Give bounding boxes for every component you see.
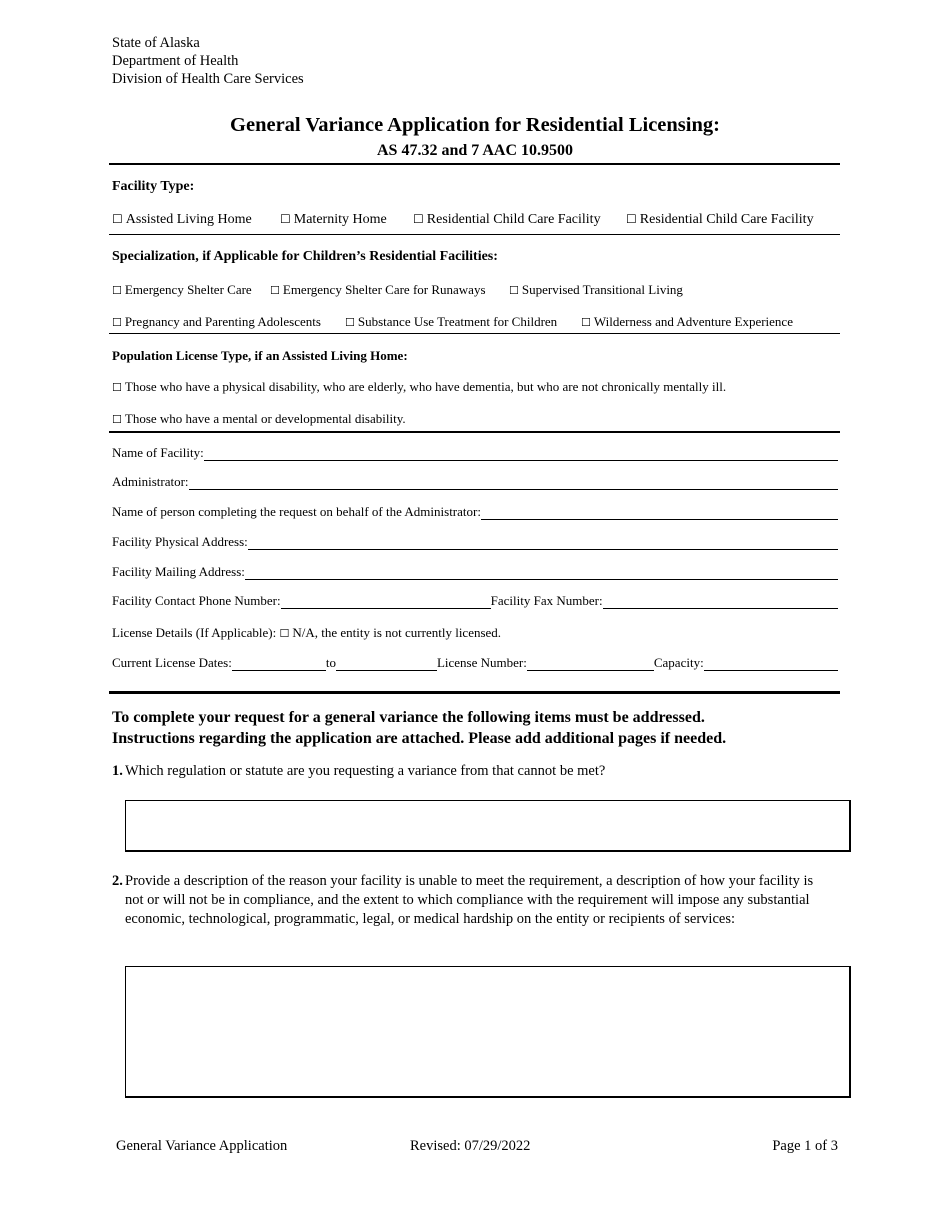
divider — [109, 431, 840, 433]
checkbox-icon[interactable]: ☐ — [626, 212, 637, 226]
checkbox-icon[interactable]: ☐ — [112, 316, 122, 329]
divider — [109, 234, 840, 235]
phone-fax-row — [112, 593, 838, 609]
divider — [109, 333, 840, 334]
checkbox-icon[interactable]: ☐ — [112, 212, 123, 226]
na-checkbox-icon[interactable]: ☐ — [279, 627, 290, 640]
facility-type-child-care-2[interactable]: ☐ Residential Child Care Facility — [626, 212, 814, 227]
physical-address-label: Facility Physical Address: — [112, 534, 248, 549]
fax-number-input[interactable] — [603, 595, 838, 609]
agency-state: State of Alaska — [112, 35, 200, 51]
question-1 — [112, 762, 827, 781]
person-completing-input[interactable] — [481, 506, 838, 520]
na-option-label: N/A, the entity is not currently licensed. — [292, 625, 502, 640]
facility-type-child-care-1[interactable]: ☐ Residential Child Care Facility — [413, 212, 601, 227]
license-number-label: License Number: — [436, 655, 527, 670]
fax-number-label: Facility Fax Number: — [490, 593, 603, 608]
question-2 — [112, 872, 827, 929]
specialization-heading: Specialization, if Applicable for Children’s Residential Facilities: — [112, 249, 498, 264]
license-end-date-input[interactable] — [336, 657, 437, 671]
name-of-facility-input[interactable] — [204, 447, 838, 461]
footer-doc-name: General Variance Application — [116, 1138, 288, 1154]
capacity-input[interactable] — [704, 657, 838, 671]
footer-page-number: Page 1 of 3 — [772, 1138, 838, 1154]
form-title: General Variance Application for Residential Licensing: — [230, 114, 720, 136]
question-1-text: Which regulation or statute are you requesting a variance from that cannot be met? — [125, 763, 606, 779]
checkbox-icon[interactable]: ☐ — [509, 284, 519, 297]
person-completing-label: Name of person completing the request on behalf of the Administrator: — [112, 504, 481, 519]
administrator-label: Administrator: — [112, 474, 189, 489]
license-details-row — [112, 625, 501, 641]
contact-phone-input[interactable] — [281, 595, 491, 609]
question-1-answer-box[interactable] — [125, 800, 851, 852]
spec-wilderness[interactable]: ☐ Wilderness and Adventure Experience — [581, 314, 793, 329]
mailing-address-label: Facility Mailing Address: — [112, 564, 245, 579]
facility-type-assisted-living[interactable]: ☐ Assisted Living Home — [112, 212, 252, 227]
question-2-answer-box[interactable] — [125, 966, 851, 1098]
checkbox-icon[interactable]: ☐ — [280, 212, 291, 226]
license-start-date-input[interactable] — [232, 657, 326, 671]
population-physical-disability[interactable]: ☐ Those who have a physical disability, who are elderly, who have dementia, but who are not chronically mentally ill. — [112, 379, 727, 394]
checkbox-icon[interactable]: ☐ — [413, 212, 424, 226]
spec-pregnancy-parenting[interactable]: ☐ Pregnancy and Parenting Adolescents — [112, 314, 321, 329]
administrator-row — [112, 474, 838, 490]
administrator-input[interactable] — [189, 476, 838, 490]
checkbox-icon[interactable]: ☐ — [112, 381, 122, 394]
question-2-text: Provide a description of the reason your facility is unable to meet the requirement, a description of how your facility is not or will not be in compliance, and the extent to which compliance with the requirement will impose any substantial economic, technological, programmatic, legal, or medical hardship on the entity or recipients of services: — [125, 873, 814, 927]
checkbox-icon[interactable]: ☐ — [112, 284, 122, 297]
instructions — [112, 707, 726, 749]
spec-emergency-shelter[interactable]: ☐ Emergency Shelter Care — [112, 282, 252, 297]
mailing-address-input[interactable] — [245, 566, 838, 580]
name-of-facility-row — [112, 445, 838, 461]
divider-top — [109, 163, 840, 165]
mailing-address-row — [112, 564, 838, 580]
current-license-dates-label: Current License Dates: — [112, 655, 232, 670]
contact-phone-label: Facility Contact Phone Number: — [112, 593, 281, 608]
physical-address-input[interactable] — [248, 536, 838, 550]
spec-substance-use[interactable]: ☐ Substance Use Treatment for Children — [345, 314, 558, 329]
spec-transitional-living[interactable]: ☐ Supervised Transitional Living — [509, 282, 683, 297]
capacity-label: Capacity: — [653, 655, 704, 670]
facility-type-maternity[interactable]: ☐ Maternity Home — [280, 212, 387, 227]
name-of-facility-label: Name of Facility: — [112, 445, 204, 460]
question-2-number: 2. — [112, 873, 123, 889]
license-details-label: License Details (If Applicable): — [112, 625, 277, 640]
physical-address-row — [112, 534, 838, 550]
agency-division: Division of Health Care Services — [112, 71, 304, 87]
population-heading: Population License Type, if an Assisted Living Home: — [112, 348, 408, 363]
checkbox-icon[interactable]: ☐ — [345, 316, 355, 329]
agency-department: Department of Health — [112, 53, 239, 69]
checkbox-icon[interactable]: ☐ — [270, 284, 280, 297]
agency-header — [112, 34, 304, 88]
to-label: to — [325, 655, 336, 670]
question-1-number: 1. — [112, 763, 123, 779]
checkbox-icon[interactable]: ☐ — [581, 316, 591, 329]
population-mental-disability[interactable]: ☐ Those who have a mental or developmental disability. — [112, 411, 406, 426]
checkbox-icon[interactable]: ☐ — [112, 413, 122, 426]
license-dates-row — [112, 655, 838, 671]
footer-revised: Revised: 07/29/2022 — [410, 1138, 531, 1154]
instructions-line-1: To complete your request for a general variance the following items must be addressed. — [112, 709, 705, 726]
facility-type-heading: Facility Type: — [112, 179, 195, 194]
person-completing-row — [112, 504, 838, 520]
spec-shelter-runaways[interactable]: ☐ Emergency Shelter Care for Runaways — [270, 282, 486, 297]
license-number-input[interactable] — [527, 657, 654, 671]
form-subtitle: AS 47.32 and 7 AAC 10.9500 — [376, 142, 574, 159]
instructions-line-2: Instructions regarding the application are attached. Please add additional pages if needed. — [112, 730, 727, 747]
divider-thick — [109, 691, 840, 694]
